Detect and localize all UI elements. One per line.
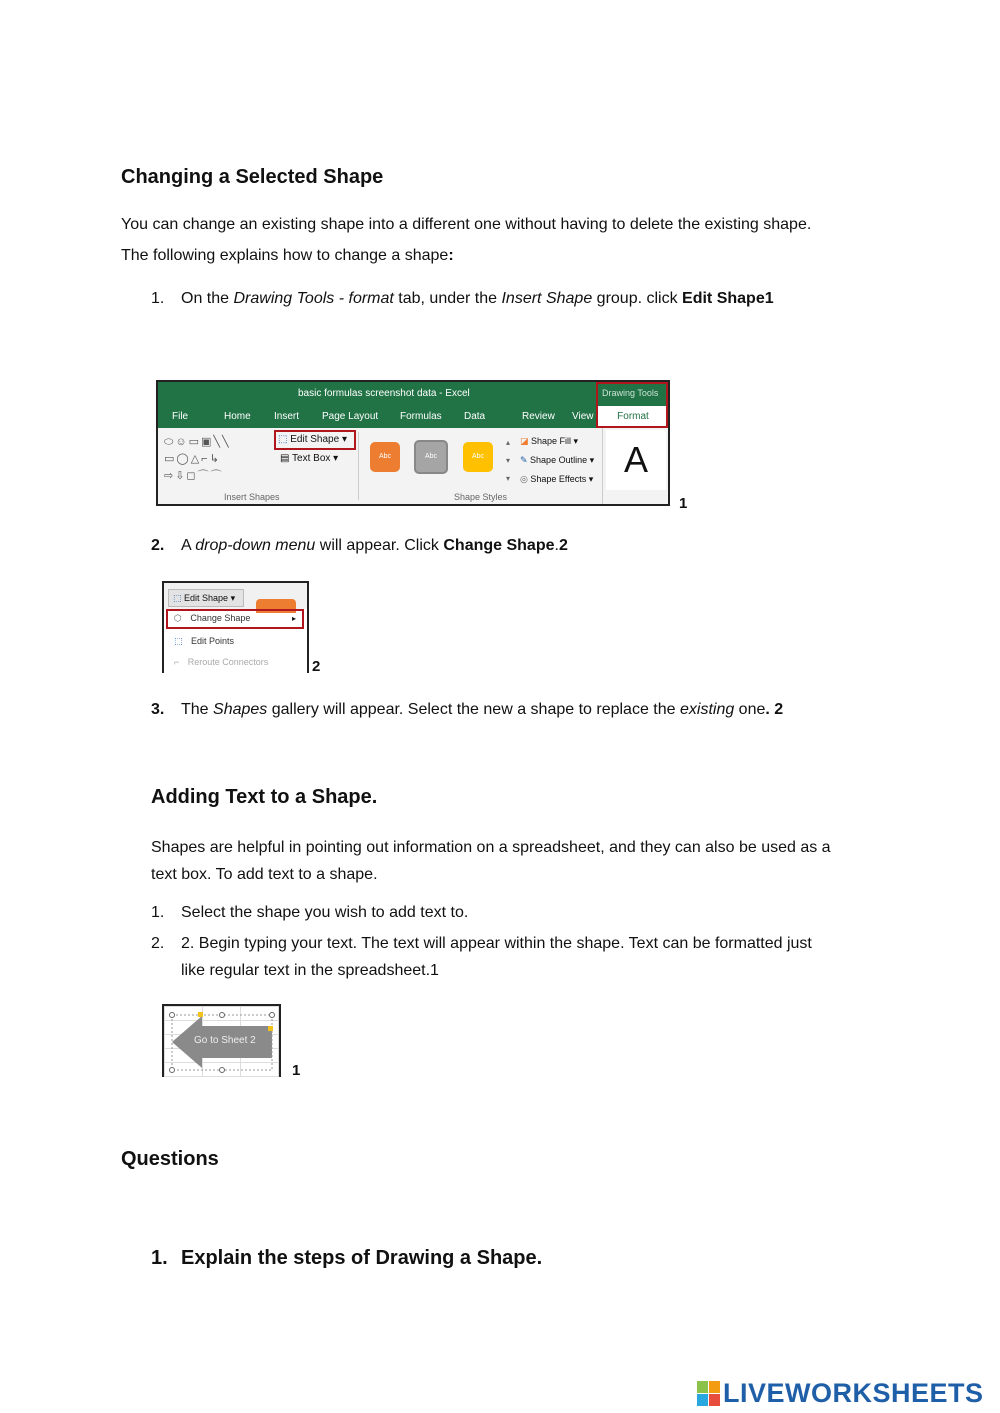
shape-format-commands xyxy=(520,432,594,489)
section1-intro xyxy=(121,209,901,271)
liveworksheets-logo[interactable] xyxy=(697,1378,984,1409)
figure-arrow-shape xyxy=(162,1004,281,1077)
figure-2-label: 2 xyxy=(312,658,321,675)
shape-effects-button[interactable]: ◎ Shape Effects ▾ xyxy=(520,474,594,484)
intro-line-2: The following explains how to change a shape: xyxy=(121,247,454,264)
add-text-item-1: 1. Select the shape you wish to add text to. xyxy=(151,904,469,921)
style-gray[interactable]: Abc xyxy=(414,440,448,474)
tab-view[interactable]: View xyxy=(572,411,594,422)
highlight-edit-shape xyxy=(274,430,356,450)
edit-shape-button[interactable]: ⬚ Edit Shape ▾ xyxy=(278,434,347,445)
shape-fill-button[interactable]: ◪ Shape Fill ▾ xyxy=(520,436,579,446)
section2-intro-line-1: Shapes are helpful in pointing out information on a spreadsheet, and they can also be used as a xyxy=(151,839,831,856)
highlight-format-tab xyxy=(596,382,668,428)
menu-item-edit-points[interactable]: ⬚ Edit Points xyxy=(174,636,235,646)
section2-intro xyxy=(151,834,911,888)
arrow-shape-text: Go to Sheet 2 xyxy=(194,1035,256,1046)
tab-home[interactable]: Home xyxy=(224,411,251,422)
menu-item-change-shape[interactable]: ⬡ Change Shape xyxy=(174,613,251,623)
group-label-shape-styles: Shape Styles xyxy=(454,492,508,502)
figure-edit-shape-menu xyxy=(162,581,309,673)
step-3: 3. The Shapes gallery will appear. Select the new a shape to replace the existing one. 2 xyxy=(151,701,784,718)
section-title-changing-shape: Changing a Selected Shape xyxy=(121,166,384,188)
context-tab-drawing-tools: Drawing Tools xyxy=(602,388,659,398)
style-orange[interactable]: Abc xyxy=(370,442,400,472)
tab-file[interactable]: File xyxy=(172,411,189,422)
section-title-adding-text: Adding Text to a Shape. xyxy=(151,786,378,808)
add-text-item-2: 2. 2. Begin typing your text. The text will appear within the shape. Text can be formatted just like regular text in the spreadsheet.1 xyxy=(151,935,812,979)
window-title: basic formulas screenshot data - Excel xyxy=(298,388,470,399)
ribbon-tabs xyxy=(172,411,612,422)
tab-formulas[interactable]: Formulas xyxy=(400,411,442,422)
group-label-insert-shapes: Insert Shapes xyxy=(224,492,280,502)
wordart-style[interactable]: A xyxy=(606,430,666,490)
intro-line-1: You can change an existing shape into a different one without having to delete the existing shape. xyxy=(121,216,812,233)
tab-review[interactable]: Review xyxy=(522,411,555,422)
liveworksheets-logo-icon xyxy=(697,1381,721,1407)
liveworksheets-logo-text: LIVEWORKSHEETS xyxy=(723,1378,984,1408)
tab-page-layout[interactable]: Page Layout xyxy=(322,411,379,422)
tab-format[interactable]: Format xyxy=(598,406,668,428)
shapes-gallery-icons[interactable]: ⬭☺▭▣╲╲ ▭◯△⌐↳ ⇨⇩◻⌒⌒ xyxy=(164,436,231,482)
highlight-change-shape xyxy=(166,609,304,629)
menu-item-reroute-connectors: ⌐ Reroute Connectors xyxy=(174,657,269,667)
gallery-scroll-arrows[interactable]: ▴ ▾ ▾ xyxy=(506,438,511,483)
questions-title: Questions xyxy=(121,1148,219,1170)
figure-3-label: 1 xyxy=(292,1062,301,1079)
text-box-button[interactable]: ▤ Text Box ▾ xyxy=(280,453,339,464)
edit-shape-dropdown[interactable]: ⬚ Edit Shape ▾ xyxy=(168,589,244,607)
step-2: 2. A drop-down menu will appear. Click Change Shape.2 xyxy=(151,537,568,554)
submenu-arrow-icon: ▸ xyxy=(292,614,297,623)
figure-excel-ribbon xyxy=(156,380,670,506)
shape-outline-button[interactable]: ✎ Shape Outline ▾ xyxy=(520,455,595,465)
style-gold[interactable]: Abc xyxy=(463,442,493,472)
figure-1-label: 1 xyxy=(679,495,688,512)
tab-insert[interactable]: Insert xyxy=(274,411,300,422)
section2-intro-line-2: text box. To add text to a shape. xyxy=(151,866,378,883)
question-1: 1. Explain the steps of Drawing a Shape. xyxy=(151,1247,543,1269)
step-1: 1. On the Drawing Tools - format tab, under the Insert Shape group. click Edit Shape1 xyxy=(151,290,774,307)
tab-data[interactable]: Data xyxy=(464,411,486,422)
